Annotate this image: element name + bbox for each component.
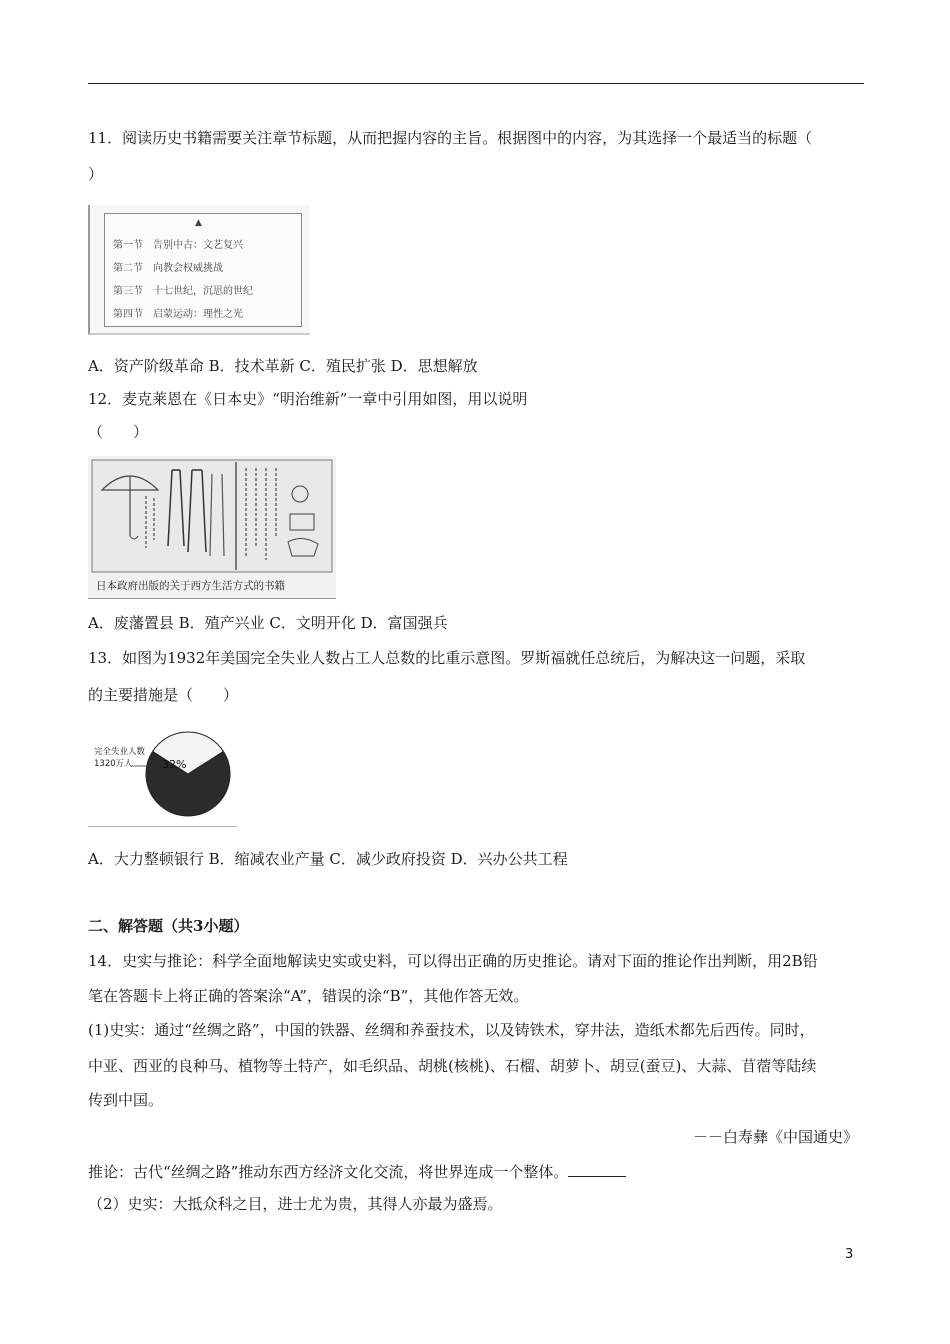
q14-stem-line1: 14．史实与推论：科学全面地解读史实或史料，可以得出正确的历史推论。请对下面的推论作出判断，用2B铅 — [88, 952, 818, 970]
q11-stem-line1: 11．阅读历史书籍需要关注章节标题，从而把握内容的主旨。根据图中的内容，为其选择一个最适当的标题（ — [88, 129, 813, 147]
q12-stem-line1: 12．麦克莱恩在《日本史》“明治维新”一章中引用如图，用以说明 — [88, 390, 528, 408]
q12-book-figure — [88, 456, 336, 599]
q13-options: A．大力整顿银行 B．缩减农业产量 C．减少政府投资 D．兴办公共工程 — [88, 850, 568, 868]
q14-source: －－白寿彝《中国通史》 — [692, 1128, 858, 1146]
q14-inference: 推论：古代“丝绸之路”推动东西方经济文化交流，将世界连成一个整体。 — [88, 1163, 569, 1181]
unemployment-pie — [88, 726, 238, 826]
pie-slice-label: 32% — [162, 758, 187, 771]
q14-part2: （2）史实：大抵众科之目，进士尤为贵，其得人亦最为盛焉。 — [88, 1195, 503, 1213]
q11-options: A．资产阶级革命 B．技术革新 C．殖民扩张 D．思想解放 — [88, 357, 478, 375]
q11-stem-line2: ） — [88, 165, 104, 183]
triangle-icon: ▲ — [195, 218, 202, 228]
q12-options: A．废藩置县 B．殖产兴业 C．文明开化 D．富国强兵 — [88, 614, 448, 632]
q12-stem-line2: （ ） — [88, 423, 149, 441]
q14-part1-line2: 中亚、西亚的良种马、植物等土特产，如毛织品、胡桃(核桃)、石榴、胡萝卜、胡豆(蚕豆)、大蒜、苜蓿等陆续 — [88, 1057, 817, 1075]
section-heading: 二、解答题（共3小题） — [88, 917, 249, 935]
q14-part1-line1: (1)史实：通过“丝绸之路”，中国的铁器、丝绸和养蚕技术，以及铸铁术，穿井法，造纸术都先后西传。同时， — [88, 1021, 815, 1039]
meiji-book-illustration — [88, 456, 336, 574]
q14-inference-row — [88, 1161, 626, 1182]
q11-chapter-row: 第四节 启蒙运动：理性之光 — [113, 309, 243, 320]
q13-pie-chart — [88, 726, 238, 827]
page-number: 3 — [845, 1247, 854, 1262]
answer-blank[interactable] — [568, 1161, 626, 1177]
q11-chapter-table — [104, 213, 302, 327]
pie-label-line2: 1320万人 — [94, 759, 133, 769]
q14-stem-line2: 笔在答题卡上将正确的答案涂“A”，错误的涂“B”，其他作答无效。 — [88, 987, 529, 1005]
pie-label-line1: 完全失业人数 — [94, 747, 146, 757]
q14-part1-line3: 传到中国。 — [88, 1091, 164, 1109]
q11-chapter-figure — [88, 205, 310, 335]
q11-chapter-row: 第一节 告别中古：文艺复兴 — [113, 240, 243, 251]
q12-figure-caption: 日本政府出版的关于西方生活方式的书籍 — [96, 580, 285, 592]
q11-chapter-row: 第三节 十七世纪，沉思的世纪 — [113, 286, 253, 297]
header-rule — [88, 83, 864, 84]
q13-stem-line2: 的主要措施是（ ） — [88, 686, 239, 704]
q13-stem-line1: 13．如图为1932年美国完全失业人数占工人总数的比重示意图。罗斯福就任总统后，为解决这一问题，采取 — [88, 649, 806, 667]
q11-chapter-row: 第二节 向教会权威挑战 — [113, 263, 223, 274]
